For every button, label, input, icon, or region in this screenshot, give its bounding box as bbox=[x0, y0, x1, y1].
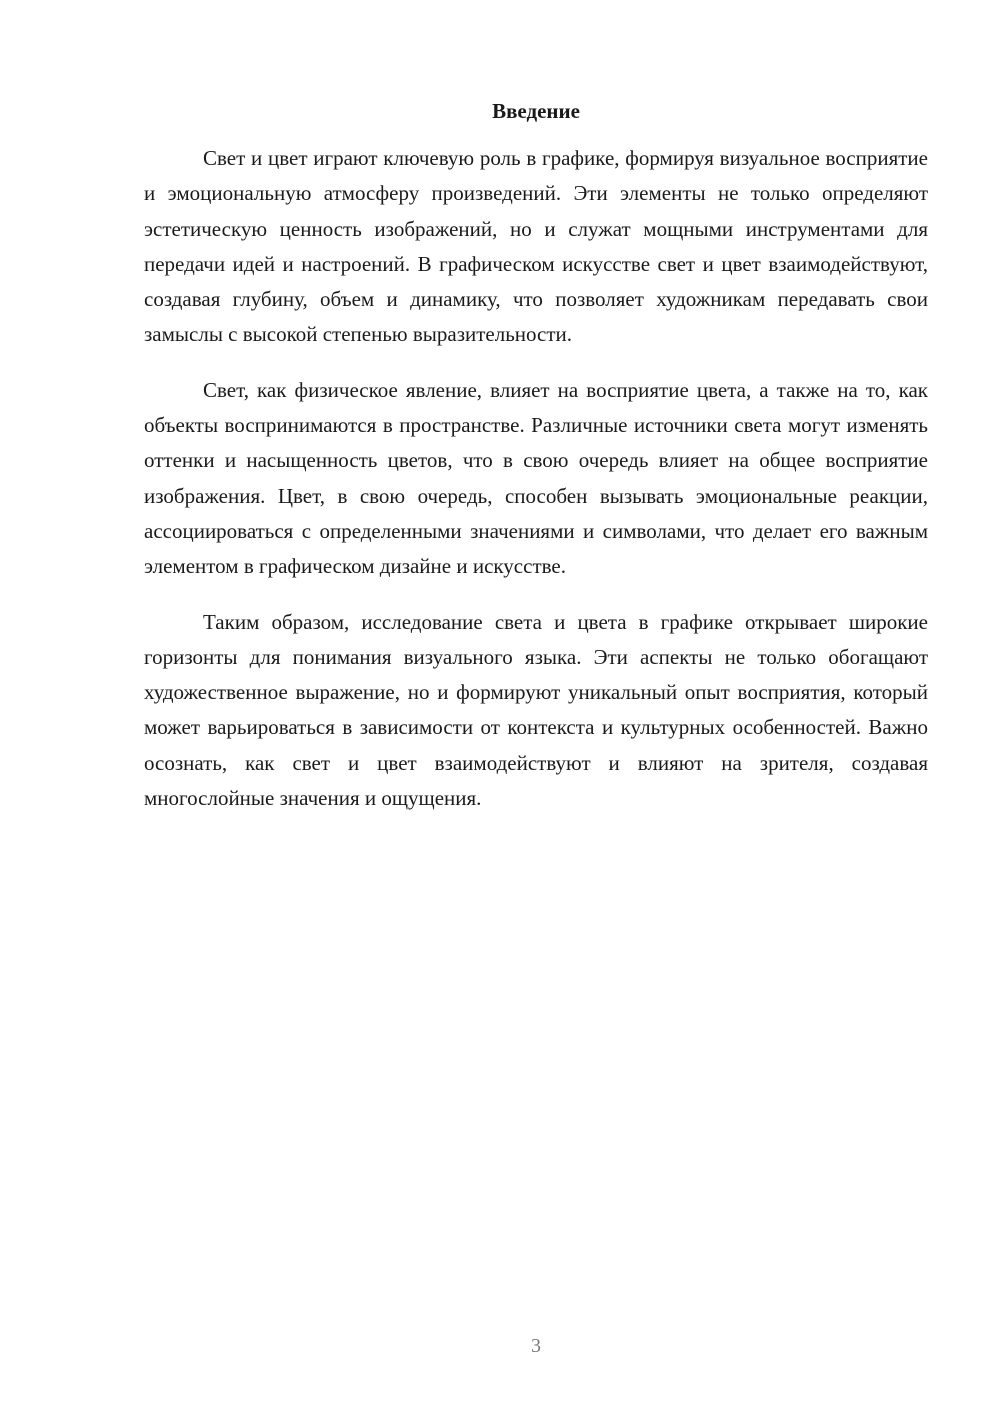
page-number: 3 bbox=[531, 1335, 541, 1357]
paragraph-2: Свет, как физическое явление, влияет на восприятие цвета, а также на то, как объекты воспринимаются в пространстве. Различные источники света могут изменять оттенки и насыщенность цветов, что в свою очередь влияет на общее восприятие изображения. Цвет, в свою очередь, способен вызывать эмоциональные реакции, ассоциироваться с определенными значениями и символами, что делает его важным элементом в графическом дизайне и искусстве. bbox=[144, 377, 928, 579]
page-content bbox=[144, 95, 928, 836]
section-title: Введение bbox=[492, 99, 580, 123]
paragraph-3: Таким образом, исследование света и цвета в графике открывает широкие горизонты для понимания визуального языка. Эти аспекты не только обогащают художественное выражение, но и формируют уникальный опыт восприятия, который может варьироваться в зависимости от контекста и культурных особенностей. Важно осознать, как свет и цвет взаимодействуют и влияют на зрителя, создавая многослойные значения и ощущения. bbox=[144, 609, 928, 811]
paragraph-1: Свет и цвет играют ключевую роль в графике, формируя визуальное восприятие и эмоциональную атмосферу произведений. Эти элементы не только определяют эстетическую ценность изображений, но и служат мощными инструментами для передачи идей и настроений. В графическом искусстве свет и цвет взаимодействуют, создавая глубину, объем и динамику, что позволяет художникам передавать свои замыслы с высокой степенью выразительности. bbox=[144, 146, 928, 347]
